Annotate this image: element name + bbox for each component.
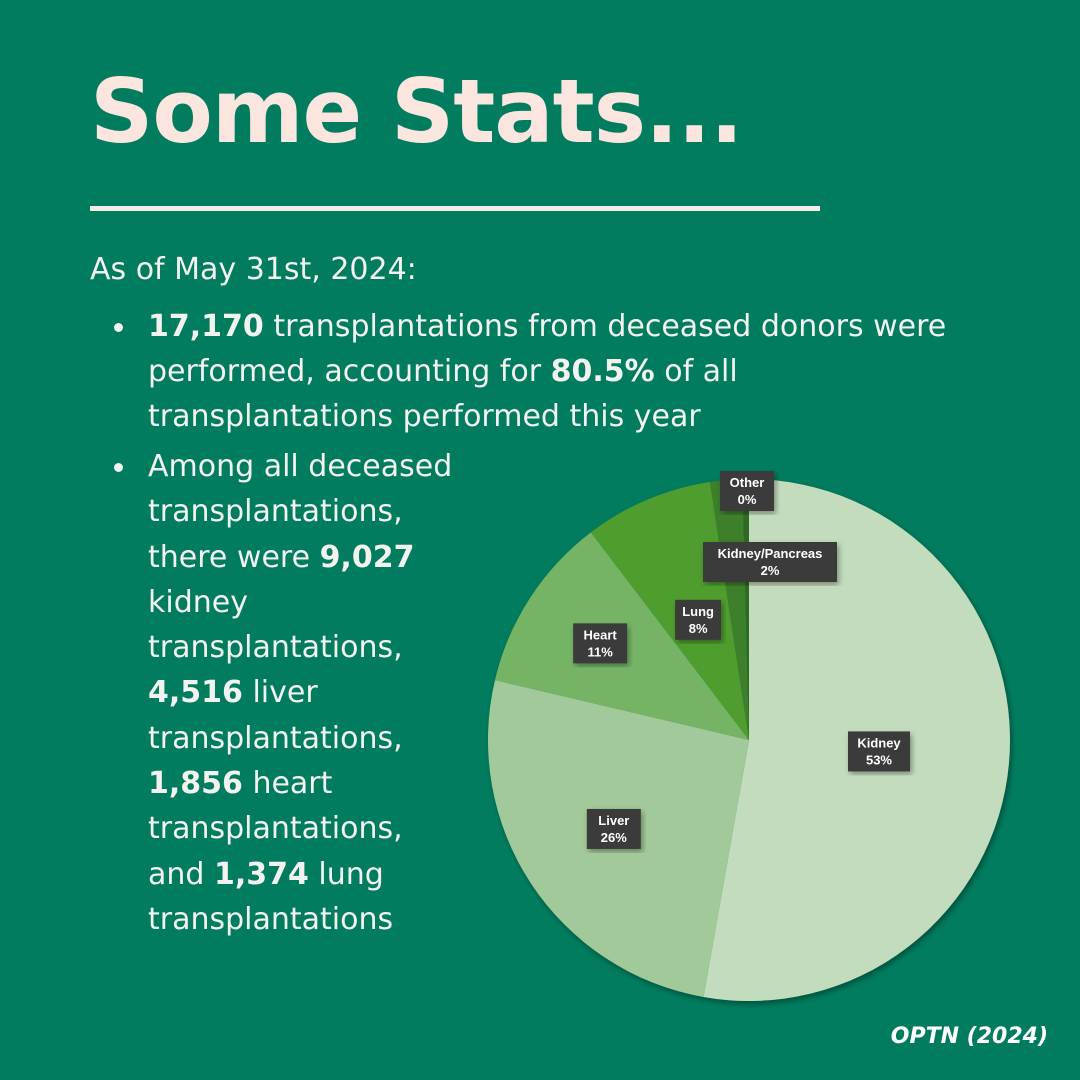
bullet-text <box>148 304 978 439</box>
bullet-text-part: liver transplantations, <box>148 675 403 756</box>
bullet-dot <box>114 323 123 332</box>
bullet-text-part: lung transplantations <box>148 856 394 937</box>
pie-label-value: 0% <box>737 492 757 507</box>
pie-label-heart <box>573 623 627 663</box>
source-citation: OPTN (2024) <box>890 1024 1048 1049</box>
bullet-text-part: transplantations from deceased donors were performed, accounting for <box>148 309 947 389</box>
pie-label-value: 26% <box>600 829 627 845</box>
pie-label-value: 11% <box>587 644 613 660</box>
pie-label-name: Other <box>729 475 765 490</box>
pie-label-name: Kidney/Pancreas <box>717 546 823 561</box>
pie-label-kidney-pancreas <box>703 542 837 582</box>
pie-chart <box>470 460 1030 1020</box>
bullet-text-part: kidney transplantations, <box>148 584 403 666</box>
bullet-text-part: of all transplantations performed this year <box>148 354 738 434</box>
pie-label-name: Heart <box>583 627 617 643</box>
pie-label-value: 8% <box>688 620 708 636</box>
title-divider <box>90 206 820 211</box>
bullet-dot <box>114 463 123 472</box>
bullet-organ-breakdown <box>118 444 458 942</box>
pie-label-name: Lung <box>682 603 715 619</box>
stat-number: 1,374 <box>213 856 309 892</box>
stat-number: 4,516 <box>148 675 243 711</box>
pie-label-name: Kidney <box>857 735 901 751</box>
pie-label-value: 2% <box>760 563 780 578</box>
pie-label-liver <box>587 809 641 849</box>
pie-label-name: Liver <box>598 812 630 828</box>
pie-label-value: 53% <box>865 752 893 768</box>
pie-label-lung <box>675 600 721 640</box>
pie-label-other <box>720 471 774 511</box>
stat-number: 1,856 <box>148 766 243 802</box>
bullet-deceased-donors <box>118 304 978 439</box>
pie-label-kidney <box>848 731 910 771</box>
stat-number: 9,027 <box>319 539 415 575</box>
intro-text: As of May 31st, 2024: <box>90 252 417 287</box>
bullet-text-part: Among all deceased transplantations, there were <box>148 449 453 575</box>
bullet-text-part: heart transplantations, and <box>148 766 403 892</box>
stat-number: 17,170 <box>148 309 264 344</box>
stat-number: 80.5% <box>550 354 655 389</box>
bullet-text <box>148 444 458 942</box>
page-title: Some Stats... <box>90 60 743 163</box>
